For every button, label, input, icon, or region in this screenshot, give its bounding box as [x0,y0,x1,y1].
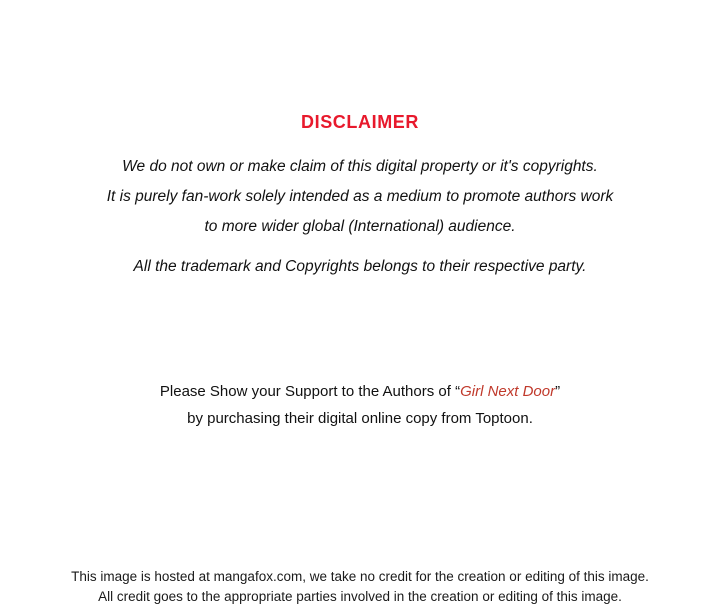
support-line-1-prefix: Please Show your Support to the Authors of “ [159,383,461,400]
work-title: Girl Next Door [460,383,556,400]
disclaimer-line-1: We do not own or make claim of this digital property or it's copyrights. [122,158,598,175]
disclaimer-line-3: to more wider global (International) audience. [204,218,516,235]
support-line-1-suffix: ” [555,383,561,400]
support-line-2: by purchasing their digital online copy from Toptoon. [187,410,533,427]
disclaimer-line-2: It is purely fan-work solely intended as a medium to promote authors work [106,188,614,205]
footer-line-2: All credit goes to the appropriate parties involved in the creation or editing of this image. [98,589,622,604]
disclaimer-body [0,152,720,282]
disclaimer-line-4: All the trademark and Copyrights belongs to their respective party. [133,258,587,275]
support-message [0,378,720,432]
hosting-footer [0,567,720,607]
footer-line-1: This image is hosted at mangafox.com, we take no credit for the creation or editing of this image. [71,569,649,584]
support-line-1 [0,378,720,405]
paragraph-gap [0,242,720,252]
disclaimer-title: DISCLAIMER [301,112,419,132]
